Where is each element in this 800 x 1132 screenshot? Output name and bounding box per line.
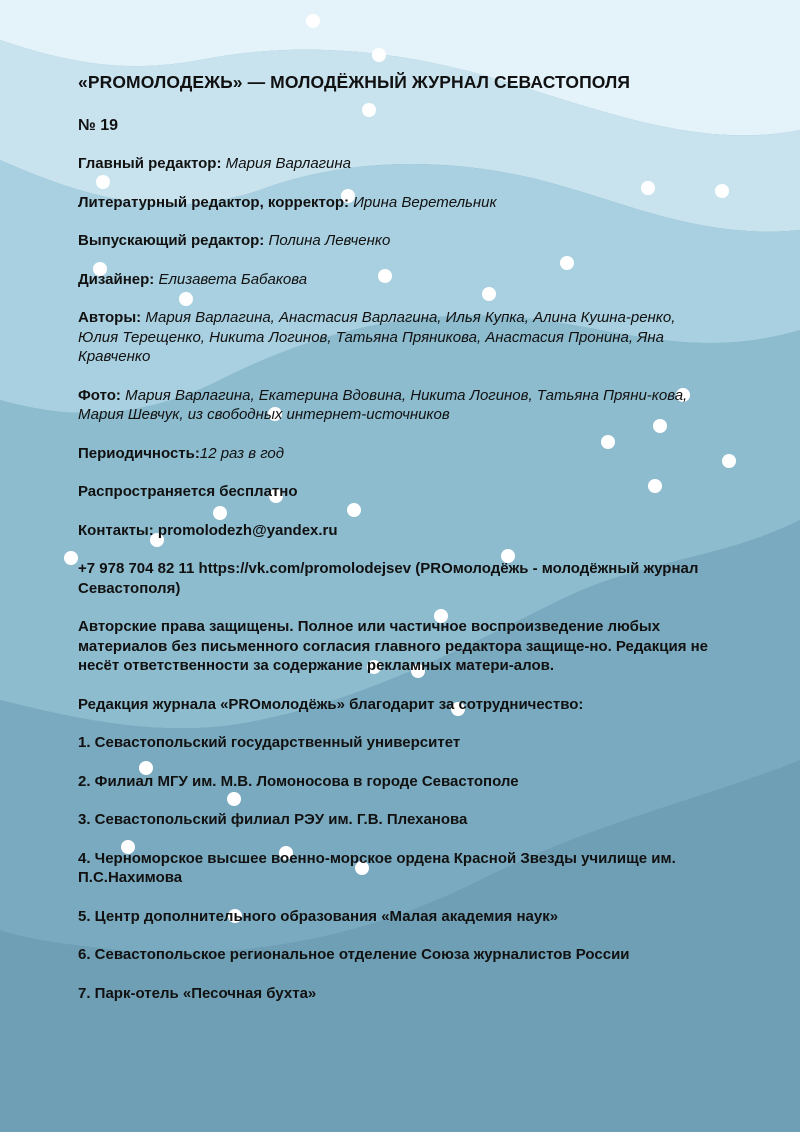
credit-label: Авторы: xyxy=(78,309,142,326)
partner-item: 2. Филиал МГУ им. М.В. Ломоносова в городе Севастополе xyxy=(78,772,519,790)
distribution-note: Распространяется бесплатно xyxy=(78,483,298,500)
thanks-intro: Редакция журнала «PROмолодёжь» благодарит за сотрудничество: xyxy=(78,695,584,713)
magazine-title: «PROМОЛОДЕЖЬ» — МОЛОДЁЖНЫЙ ЖУРНАЛ СЕВАСТОПОЛЯ xyxy=(78,72,631,92)
copyright-notice: Авторские права защищены. Полное или частичное воспроизведение любых материалов без письменного согласия главного редактора защище-но. Редакция не несёт ответственности за содержание рекламных матери-алов. xyxy=(78,618,709,674)
partner-item: 7. Парк-отель «Песочная бухта» xyxy=(78,984,317,1002)
credit-value: 12 раз в год xyxy=(199,444,285,462)
credit-value: Мария Варлагина xyxy=(225,155,351,172)
partner-item: 1. Севастопольский государственный университет xyxy=(78,734,461,751)
credit-periodicity xyxy=(78,444,718,464)
imprint-content xyxy=(78,60,718,1003)
credit-value: Ирина Веретельник xyxy=(353,193,497,211)
credit-editor-in-chief xyxy=(78,154,718,174)
credit-label: Периодичность: xyxy=(78,444,200,462)
snow-dot xyxy=(722,454,736,468)
issue-number: № 19 xyxy=(78,117,119,134)
credit-authors xyxy=(78,308,718,367)
credit-label: Выпускающий редактор: xyxy=(78,232,265,249)
credit-managing-editor xyxy=(78,231,718,251)
partner-item: 5. Центр дополнительного образования «Малая академия наук» xyxy=(78,907,559,925)
credit-designer xyxy=(78,270,718,290)
partner-item: 3. Севастопольский филиал РЭУ им. Г.В. Плеханова xyxy=(78,811,468,828)
credit-label: Главный редактор: xyxy=(78,155,222,172)
credit-photo xyxy=(78,386,718,425)
contacts-label: Контакты: xyxy=(78,521,154,539)
partner-item: 6. Севастопольское региональное отделение Союза журналистов России xyxy=(78,946,630,963)
credit-value: Мария Варлагина, Анастасия Варлагина, Илья Купка, Алина Кушна-ренко, Юлия Терещенко, Никита Логинов, Татьяна Пряникова, Анастасия Пронина, Яна Кравченко xyxy=(78,309,676,365)
credit-literary-editor xyxy=(78,193,718,213)
contacts-email-link[interactable]: promolodezh@yandex.ru xyxy=(157,521,338,539)
contacts-phone-vk[interactable]: +7 978 704 82 11 https://vk.com/promolodejsev (PROмолодёжь - молодёжный журнал Севастополя) xyxy=(78,560,699,597)
contacts xyxy=(78,521,718,541)
credit-label: Литературный редактор, корректор: xyxy=(78,193,350,211)
credit-value: Мария Варлагина, Екатерина Вдовина, Никита Логинов, Татьяна Пряни-кова, Мария Шевчук, из свободных интернет-источников xyxy=(78,386,688,423)
credit-value: Елизавета Бабакова xyxy=(158,270,308,288)
partner-item: 4. Черноморское высшее военно-морское ордена Красной Звезды училище им. П.С.Нахимова xyxy=(78,849,676,886)
credit-value: Полина Левченко xyxy=(268,232,391,249)
credit-label: Дизайнер: xyxy=(78,270,155,288)
snow-dot xyxy=(64,551,78,565)
snow-dot xyxy=(306,14,320,28)
credit-label: Фото: xyxy=(78,386,121,404)
